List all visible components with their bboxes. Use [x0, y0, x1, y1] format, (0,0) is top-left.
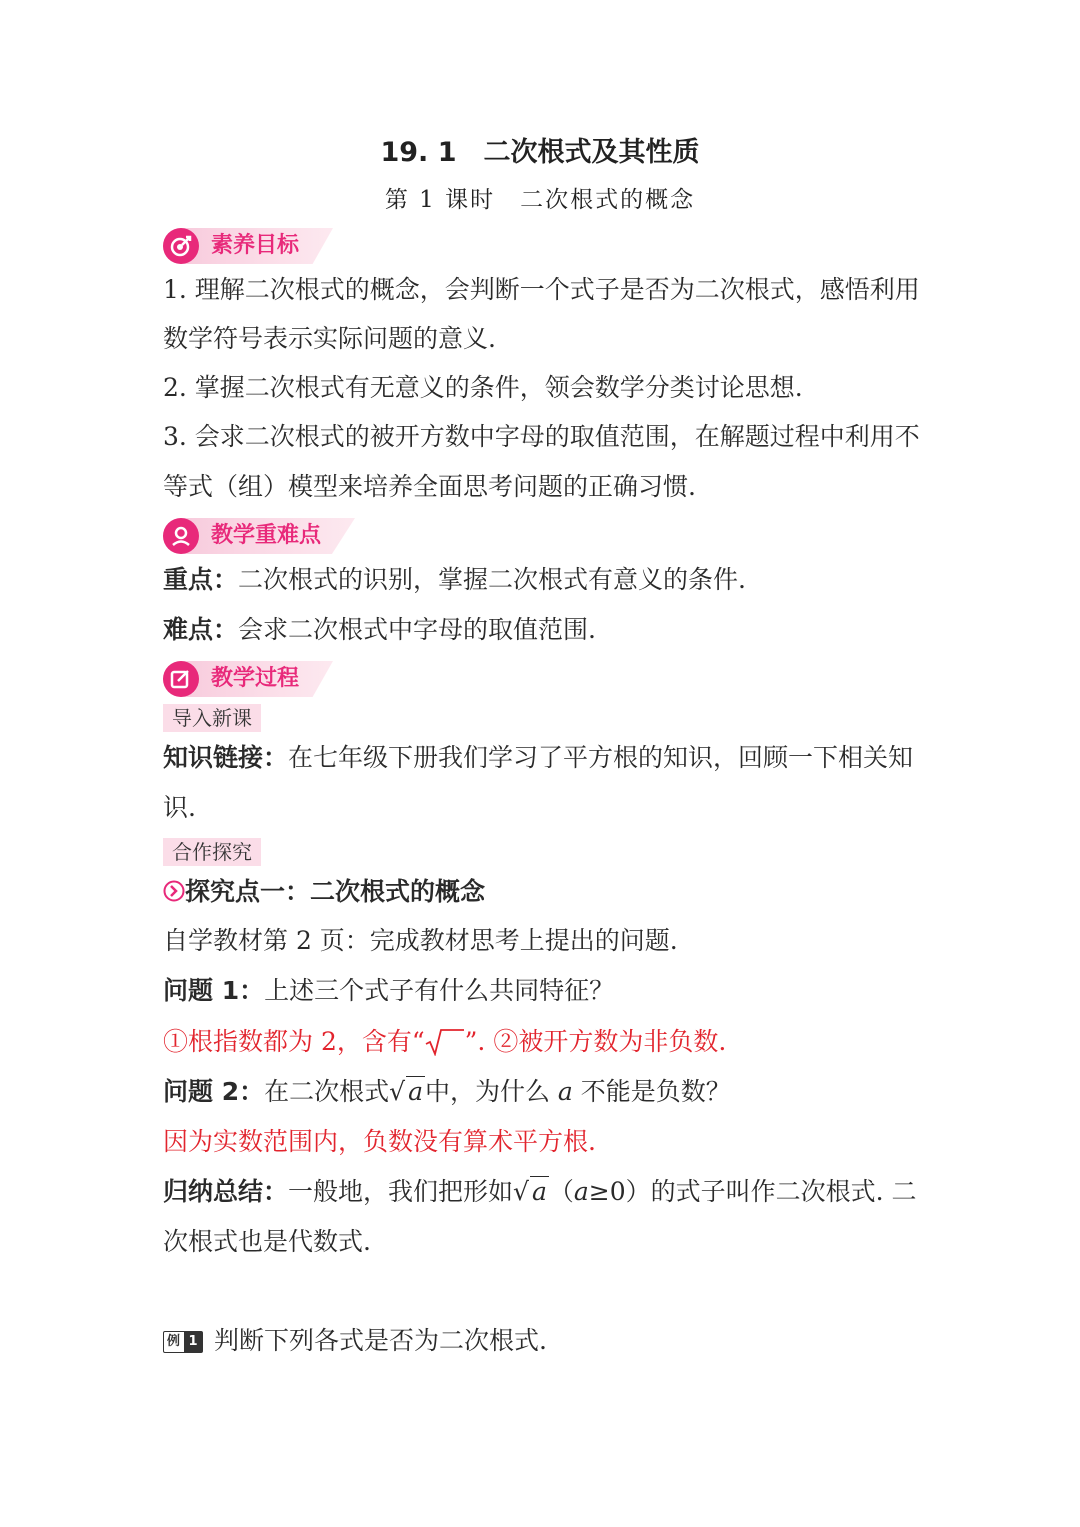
answer-1-line — [163, 1026, 726, 1057]
question-1-line — [163, 976, 614, 1006]
example-badge — [163, 1331, 203, 1353]
question-2-line — [163, 1077, 731, 1107]
example-badge-number: 1 — [184, 1332, 202, 1352]
explore-point-label: 探究点一：二次根式的概念 — [185, 877, 486, 906]
difficult-point-text: 会求二次根式中字母的取值范围. — [238, 615, 596, 644]
goal-line-1: 1. 理解二次根式的概念，会判断一个式子是否为二次根式，感悟利用 — [163, 275, 920, 304]
goal-line-5: 等式（组）模型来培养全面思考问题的正确习惯. — [163, 472, 696, 501]
section-title: 19. 1 二次根式及其性质 — [380, 137, 700, 168]
key-points-banner-label: 教学重难点 — [211, 523, 322, 548]
goal-line-3: 2. 掌握二次根式有无意义的条件，领会数学分类讨论思想. — [163, 373, 803, 402]
goal-line-4: 3. 会求二次根式的被开方数中字母的取值范围，在解题过程中利用不 — [163, 422, 920, 451]
question-1-label: 问题 1： — [163, 976, 265, 1005]
key-point-text: 二次根式的识别，掌握二次根式有意义的条件. — [238, 565, 746, 594]
knowledge-link-label: 知识链接： — [163, 743, 289, 772]
self-study-line: 自学教材第 2 页：完成教材思考上提出的问题. — [163, 926, 678, 955]
example-1-text: 判断下列各式是否为二次根式. — [214, 1326, 547, 1355]
summary-line-1 — [163, 1177, 917, 1207]
answer-1-part-1: ①根指数都为 2，含有“ — [163, 1027, 425, 1056]
difficult-point-line — [163, 615, 596, 645]
explore-tag: 合作探究 — [163, 838, 261, 866]
process-banner-label: 教学过程 — [211, 666, 300, 691]
sqrt-a-expression: √ a — [389, 1077, 423, 1106]
person-pin-icon — [163, 518, 199, 554]
summary-cond-open: （ — [548, 1177, 574, 1206]
question-2-end: 不能是负数？ — [572, 1077, 731, 1106]
summary-pre: 一般地，我们把形如 — [288, 1177, 514, 1206]
intro-tag: 导入新课 — [163, 704, 261, 732]
knowledge-link-line-1 — [163, 743, 913, 773]
difficult-point-label: 难点： — [163, 615, 239, 644]
knowledge-link-text: 在七年级下册我们学习了平方根的知识，回顾一下相关知 — [288, 743, 914, 772]
summary-cond-rest: ≥0）的式子叫作二次根式. 二 — [588, 1177, 917, 1206]
question-2-var: a — [557, 1077, 573, 1106]
chevron-circle-icon — [163, 880, 185, 902]
answer-2-line: 因为实数范围内，负数没有算术平方根. — [163, 1127, 596, 1156]
key-point-label: 重点： — [163, 565, 239, 594]
summary-sqrt-expression: √ a — [513, 1177, 547, 1206]
goals-banner — [163, 228, 333, 264]
summary-radicand: a — [531, 1177, 547, 1206]
sqrt-radicand: a — [408, 1077, 423, 1106]
summary-line-2: 次根式也是代数式. — [163, 1227, 371, 1256]
edit-icon — [163, 661, 199, 697]
target-icon — [163, 228, 199, 264]
lesson-subtitle: 第 1 课时 二次根式的概念 — [384, 187, 696, 213]
goal-line-2: 数学符号表示实际问题的意义. — [163, 324, 496, 353]
key-points-banner — [163, 518, 355, 554]
summary-cond-var: a — [573, 1177, 589, 1206]
knowledge-link-line-2: 识. — [163, 793, 196, 822]
answer-1-part-2: ”. ②被开方数为非负数. — [464, 1027, 727, 1056]
explore-point-heading — [163, 877, 485, 907]
question-1-text: 上述三个式子有什么共同特征？ — [264, 976, 615, 1005]
summary-label: 归纳总结： — [163, 1177, 289, 1206]
key-point-line — [163, 565, 746, 595]
question-2-post: 中，为什么 — [424, 1077, 558, 1106]
question-2-label: 问题 2： — [163, 1077, 265, 1106]
process-banner — [163, 661, 333, 697]
goals-banner-label: 素养目标 — [211, 233, 300, 258]
radical-sign-icon — [425, 1026, 465, 1056]
example-badge-char: 例 — [167, 1334, 181, 1349]
question-2-pre: 在二次根式 — [264, 1077, 390, 1106]
